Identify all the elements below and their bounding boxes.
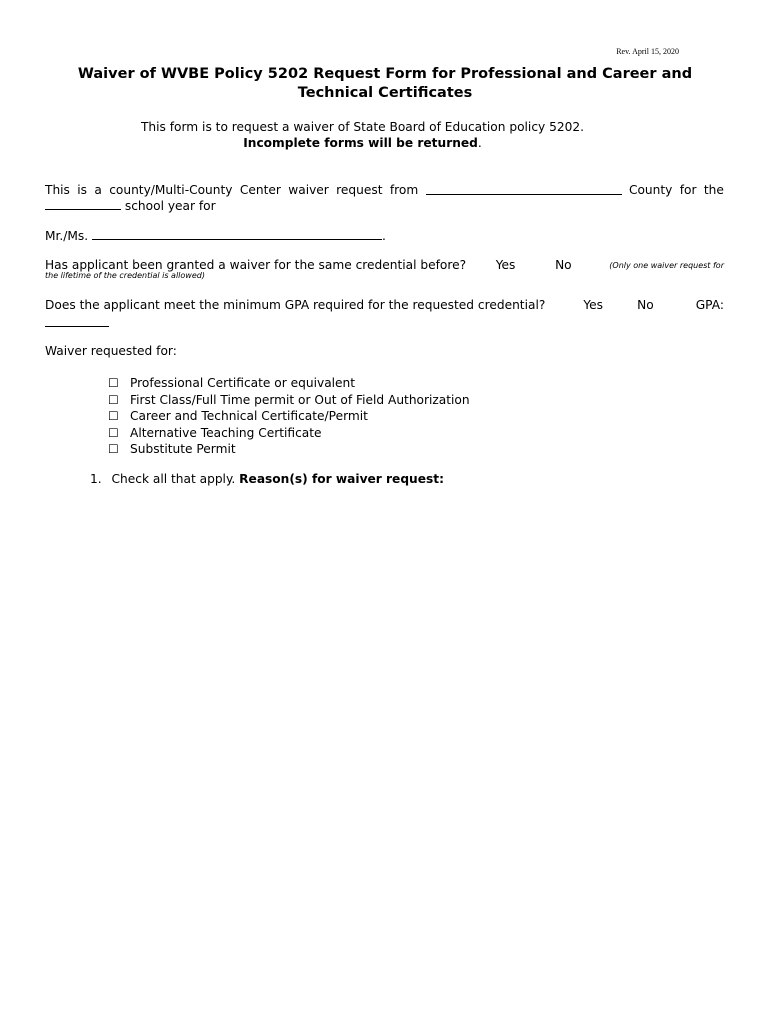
checkbox-icon[interactable]: ☐ <box>108 409 119 424</box>
granted-yes-option[interactable]: Yes <box>495 258 516 272</box>
gpa-no-option[interactable]: No <box>637 298 654 312</box>
school-year-field[interactable] <box>45 198 121 210</box>
gpa-label: GPA: <box>695 298 724 312</box>
waiver-options-list <box>108 375 470 458</box>
intro-text <box>0 119 725 151</box>
reasons-step-1: 1. Check all that apply. Reason(s) for waiver request: <box>90 472 444 486</box>
title-line-2: Technical Certificates <box>297 85 473 101</box>
gpa-question: Does the applicant meet the minimum GPA required for the requested credential? Yes No GPA: <box>45 298 724 331</box>
revision-date: Rev. April 15, 2020 <box>616 47 679 56</box>
granted-waiver-question: Has applicant been granted a waiver for the same credential before? Yes No (Only one waiver request for the lifetime of the credential is allowed) <box>45 258 724 280</box>
applicant-name-field[interactable] <box>92 228 382 240</box>
county-name-field[interactable] <box>426 183 622 195</box>
checkbox-icon[interactable]: ☐ <box>108 392 119 407</box>
reasons-heading: Reason(s) for waiver request: <box>239 472 444 486</box>
county-request <box>45 183 724 214</box>
intro-line-1: This form is to request a waiver of State Board of Education policy 5202. <box>140 120 584 134</box>
waiver-for-label: Waiver requested for: <box>45 344 177 358</box>
page-title <box>45 65 725 103</box>
option-professional-certificate[interactable]: ☐ Professional Certificate or equivalent <box>108 376 356 390</box>
gpa-field[interactable] <box>45 315 109 327</box>
option-alternative-teaching[interactable]: ☐ Alternative Teaching Certificate <box>108 425 322 440</box>
checkbox-icon[interactable]: ☐ <box>108 425 119 440</box>
gpa-yes-option[interactable]: Yes <box>583 298 604 312</box>
incomplete-warning: Incomplete forms will be returned <box>243 136 478 150</box>
intro-line-2: Incomplete forms will be returned. <box>243 136 482 150</box>
checkbox-icon[interactable]: ☐ <box>108 376 119 390</box>
lifetime-note-part2: the lifetime of the credential is allowed) <box>45 271 205 280</box>
school-year-line: school year for <box>45 198 724 214</box>
option-career-technical[interactable]: ☐ Career and Technical Certificate/Permit <box>108 409 368 424</box>
option-substitute-permit[interactable]: ☐ Substitute Permit <box>108 442 236 457</box>
applicant-name-line: Mr./Ms. . <box>45 229 386 243</box>
county-line: This is a county/Multi-County Center waiver request from County for the <box>45 183 724 197</box>
step-number: 1. <box>90 472 102 486</box>
option-first-class-permit[interactable]: ☐ First Class/Full Time permit or Out of Field Authorization <box>108 392 470 407</box>
title-line-1: Waiver of WVBE Policy 5202 Request Form for Professional and Career and <box>77 66 693 82</box>
lifetime-note-part1: (Only one waiver request for <box>609 261 724 270</box>
granted-no-option[interactable]: No <box>555 258 572 272</box>
checkbox-icon[interactable]: ☐ <box>108 442 119 457</box>
